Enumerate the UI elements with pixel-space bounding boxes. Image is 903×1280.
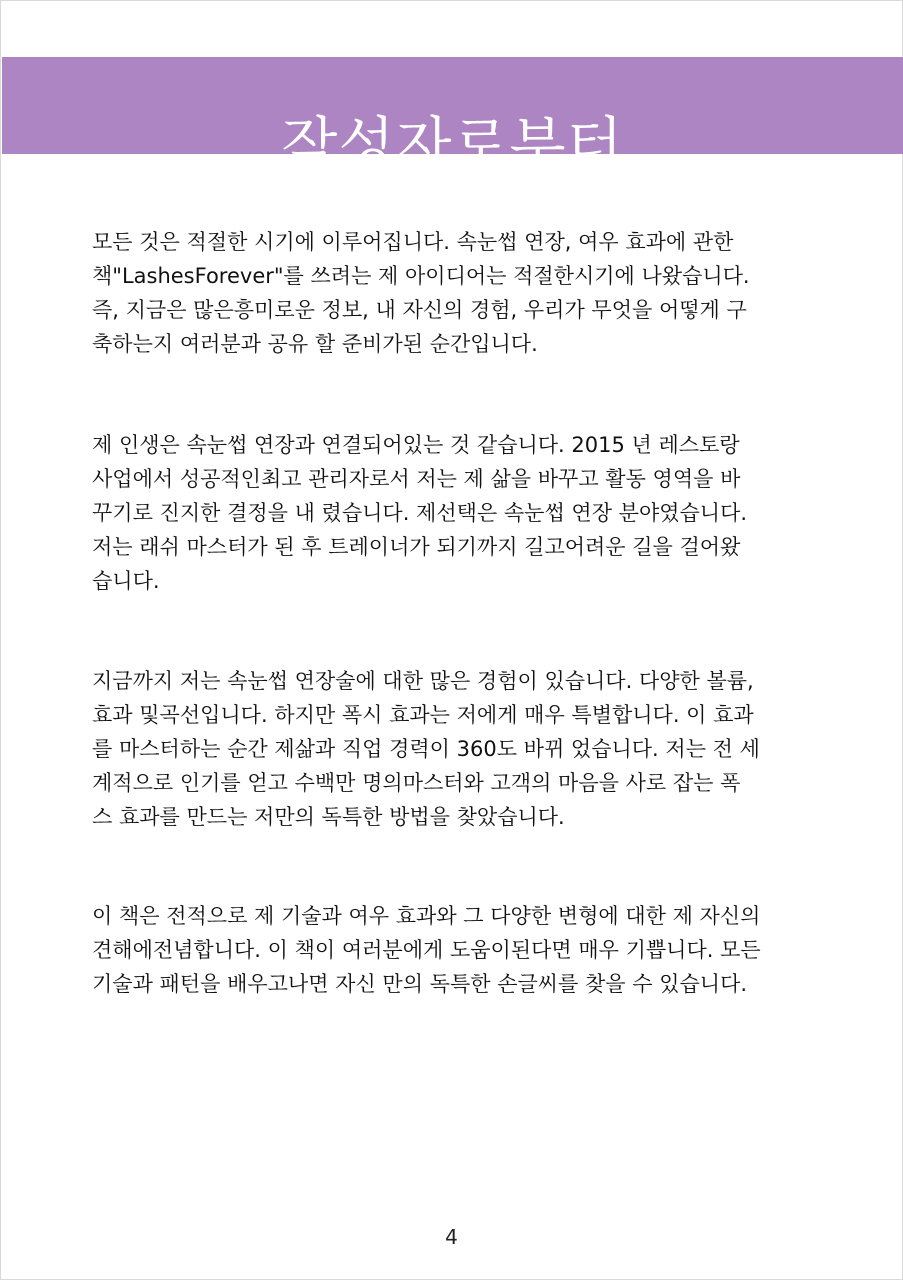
paragraph-line: 스 효과를 만드는 저만의 독특한 방법을 찾았습니다.	[92, 805, 565, 829]
paragraph-line: 즉, 지금은 많은흥미로운 정보, 내 자신의 경험, 우리가 무엇을 어떻게 구	[92, 298, 747, 322]
paragraph-4	[92, 899, 792, 1001]
paragraph-1	[92, 225, 792, 361]
paragraph-line: 축하는지 여러분과 공유 할 준비가된 순간입니다.	[92, 332, 538, 356]
paragraph-line: 효과 및곡선입니다. 하지만 폭시 효과는 저에게 매우 특별합니다. 이 효과	[92, 703, 754, 727]
paragraph-line: 를 마스터하는 순간 제삶과 직업 경력이 360도 바뀌 었습니다. 저는 전 세	[92, 737, 760, 761]
paragraph-line: 지금까지 저는 속눈썹 연장술에 대한 많은 경험이 있습니다. 다양한 볼륨,	[92, 669, 754, 693]
paragraph-line: 책"LashesForever"를 쓰려는 제 아이디어는 적절한시기에 나왔습니다.	[92, 264, 750, 288]
paragraph-line: 기술과 패턴을 배우고나면 자신 만의 독특한 손글씨를 찾을 수 있습니다.	[92, 972, 748, 996]
paragraph-line: 습니다.	[92, 569, 160, 593]
paragraph-line: 계적으로 인기를 얻고 수백만 명의마스터와 고객의 마음을 사로 잡는 폭	[92, 771, 741, 795]
paragraph-line: 저는 래쉬 마스터가 된 후 트레이너가 되기까지 길고어려운 길을 걸어왔	[92, 535, 741, 559]
paragraph-line: 사업에서 성공적인최고 관리자로서 저는 제 삶을 바꾸고 활동 영역을 바	[92, 467, 741, 491]
paragraph-line: 제 인생은 속눈썹 연장과 연결되어있는 것 같습니다. 2015 년 레스토랑	[92, 433, 740, 457]
paragraph-line: 모든 것은 적절한 시기에 이루어집니다. 속눈썹 연장, 여우 효과에 관한	[92, 230, 734, 254]
paragraph-3	[92, 664, 792, 834]
page-number: 4	[445, 1225, 458, 1249]
paragraph-line: 견해에전념합니다. 이 책이 여러분에게 도움이된다면 매우 기쁩니다. 모든	[92, 938, 761, 962]
paragraph-2	[92, 428, 792, 598]
paragraph-line: 꾸기로 진지한 결정을 내 렸습니다. 제선택은 속눈썹 연장 분야였습니다.	[92, 501, 748, 525]
page-title: 작성자로부터	[281, 109, 624, 178]
title-banner	[2, 57, 903, 178]
paragraph-line: 이 책은 전적으로 제 기술과 여우 효과와 그 다양한 변형에 대한 제 자신의	[92, 904, 761, 928]
